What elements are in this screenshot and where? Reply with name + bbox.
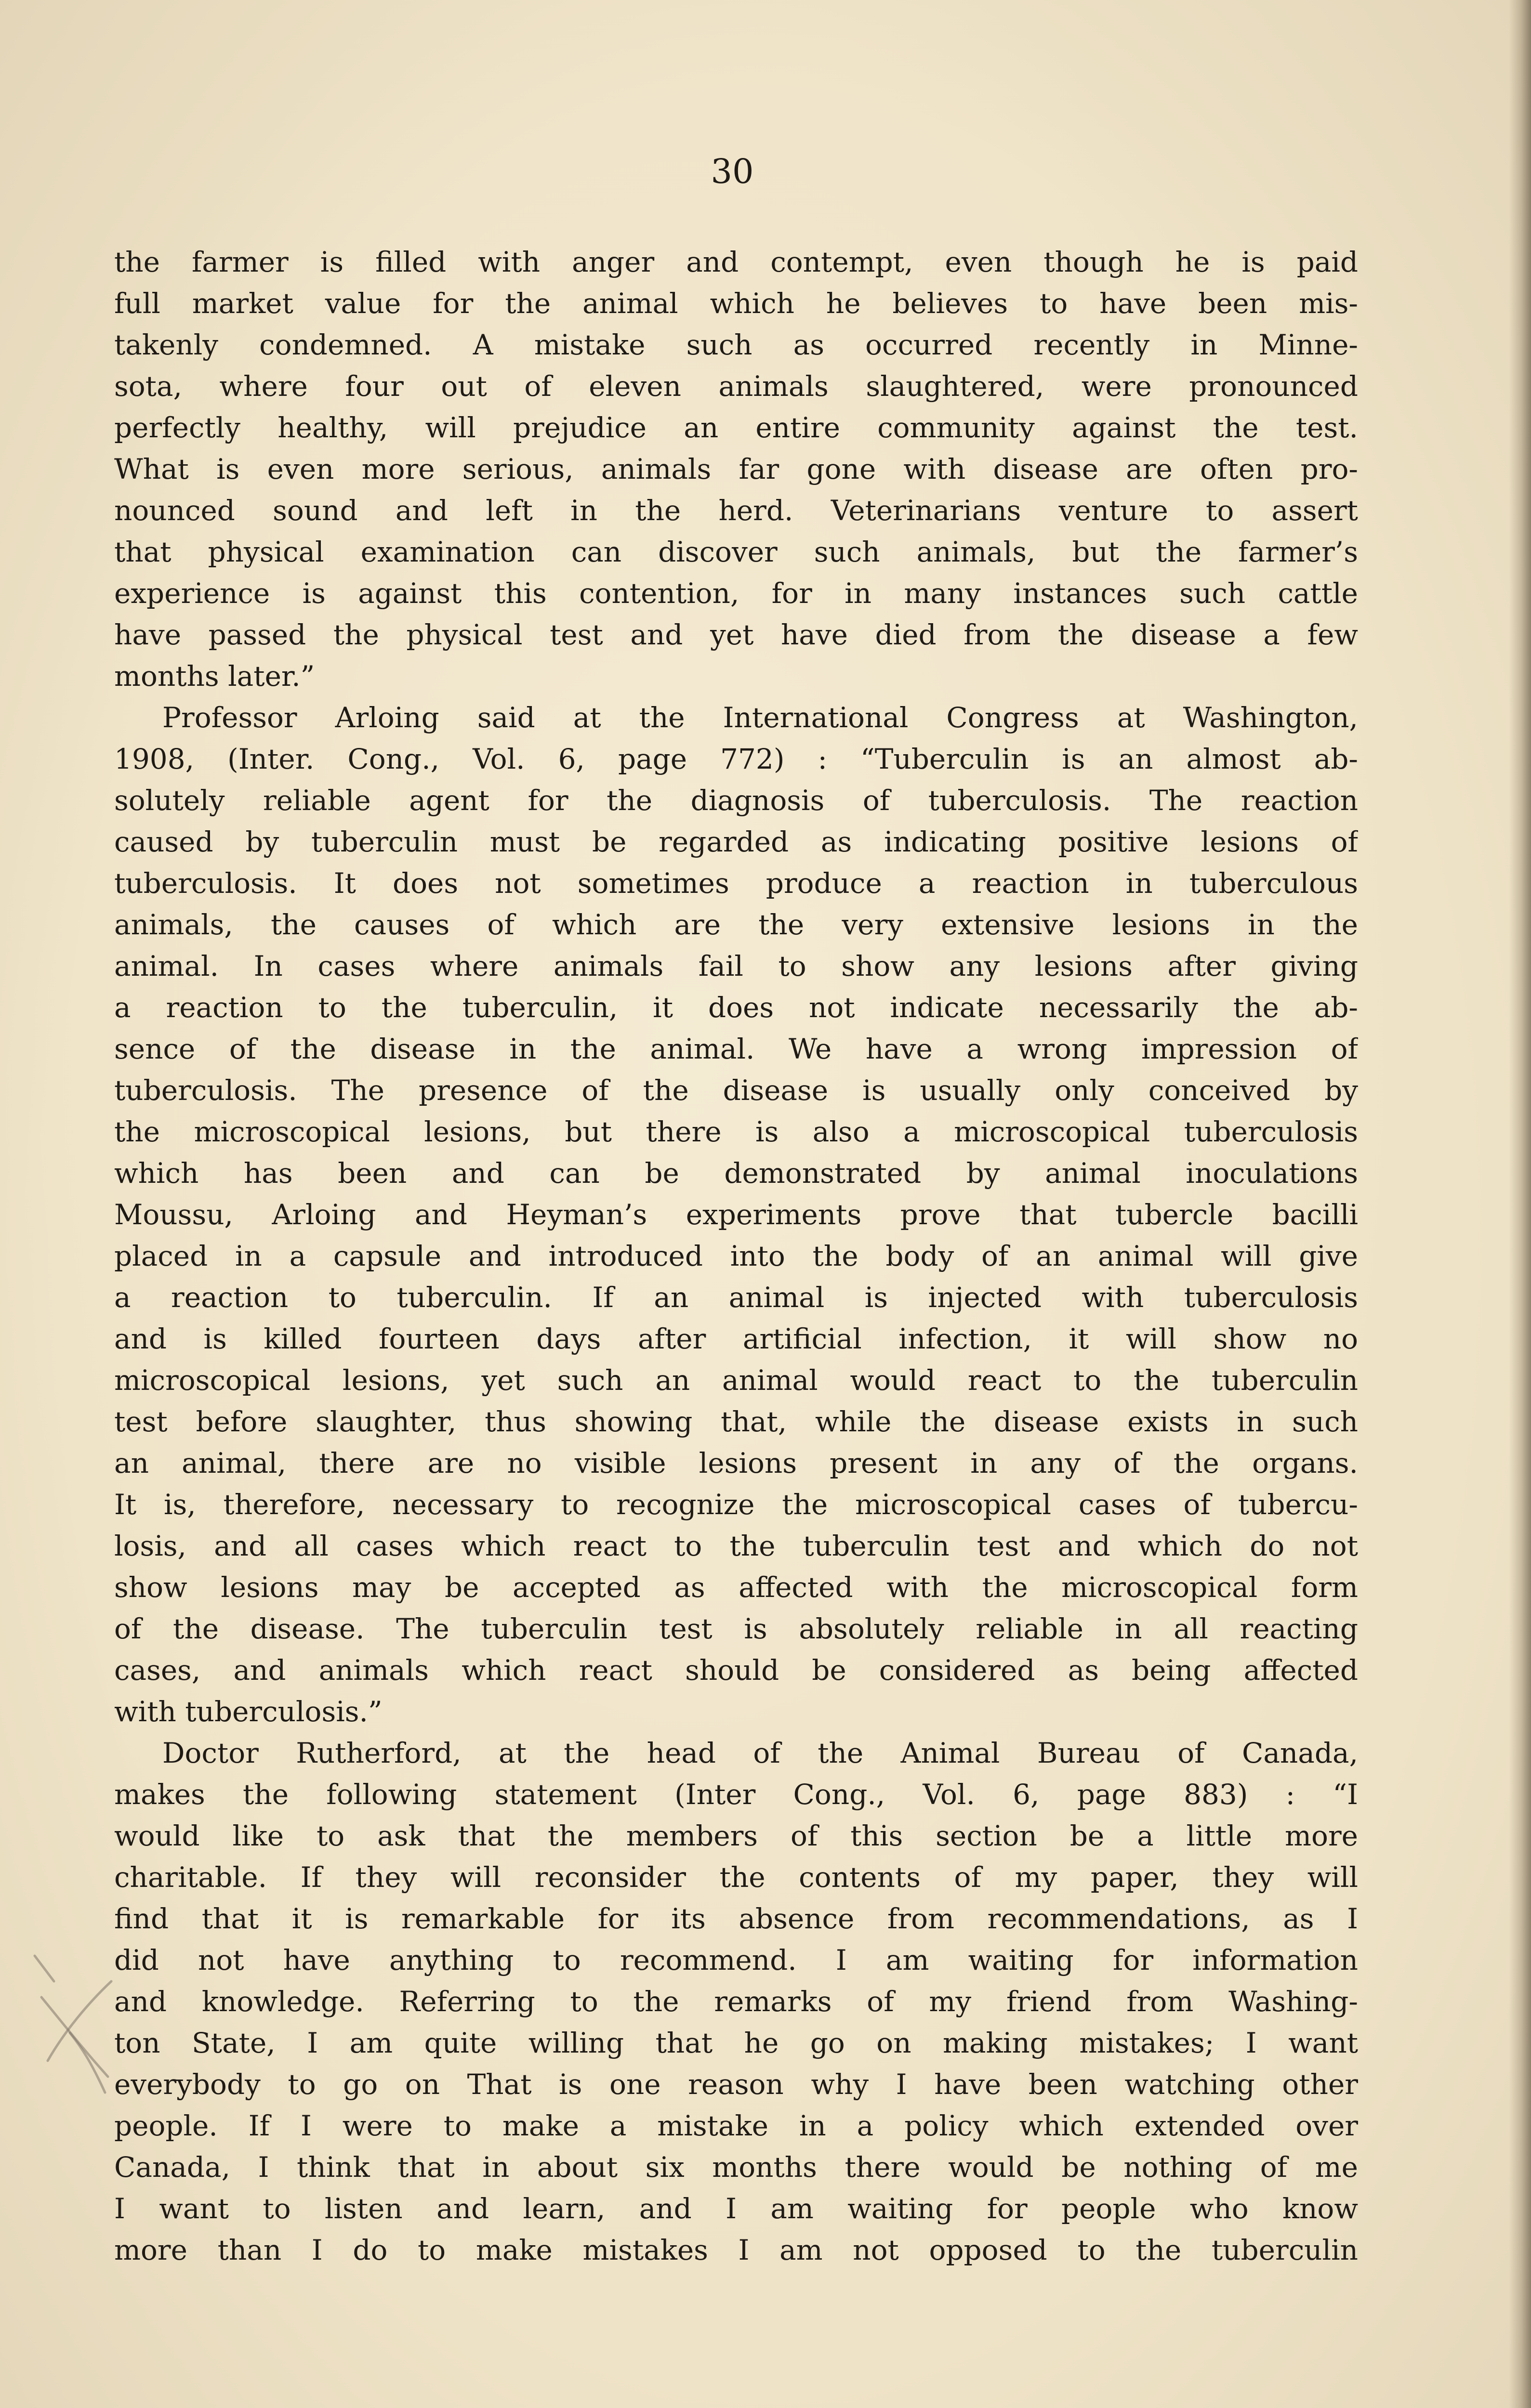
paragraph-3 (114, 1732, 1358, 2271)
text-line: more than I do to make mistakes I am not opposed to the tuberculin (114, 2234, 1358, 2266)
text-line: an animal, there are no visible lesions present in any of the organs. (114, 1447, 1358, 1479)
text-line: months later.” (114, 660, 315, 693)
text-line: It is, therefore, necessary to recognize the microscopical cases of tubercu- (114, 1488, 1358, 1521)
pencil-stroke (70, 2033, 105, 2093)
text-line: takenly condemned. A mistake such as occurred recently in Minne- (114, 328, 1358, 361)
text-line: show lesions may be accepted as affected with the microscopical form (114, 1571, 1358, 1604)
text-line: 1908, (Inter. Cong., Vol. 6, page 772) : “Tuberculin is an almost ab- (114, 743, 1358, 775)
text-line: sota, where four out of eleven animals slaughtered, were pronounced (114, 370, 1358, 403)
text-line: of the disease. The tuberculin test is absolutely reliable in all reacting (114, 1612, 1358, 1645)
pencil-stroke (48, 1981, 111, 2061)
text-line: caused by tuberculin must be regarded as indicating positive lesions of (114, 825, 1358, 858)
text-line: charitable. If they will reconsider the contents of my paper, they will (114, 1861, 1358, 1894)
pencil-x-mark-icon (29, 1946, 125, 2105)
text-line: tuberculosis. It does not sometimes produce a reaction in tuberculous (114, 867, 1358, 900)
text-line: and is killed fourteen days after artificial infection, it will show no (114, 1322, 1358, 1355)
text-line: find that it is remarkable for its absence from recommendations, as I (114, 1902, 1358, 1935)
text-line: with tuberculosis.” (114, 1695, 383, 1728)
text-line: Canada, I think that in about six months there would be nothing of me (114, 2151, 1358, 2184)
text-line: a reaction to the tuberculin, it does not indicate necessarily the ab- (114, 991, 1358, 1024)
pencil-stroke (35, 1956, 54, 1981)
page-edge-shadow (1509, 0, 1531, 2408)
body-text (114, 241, 1358, 2271)
text-line: have passed the physical test and yet have died from the disease a few (114, 618, 1358, 651)
text-line: test before slaughter, thus showing that, while the disease exists in such (114, 1405, 1358, 1438)
text-line: which has been and can be demonstrated by animal inoculations (114, 1157, 1358, 1190)
text-line: ton State, I am quite willing that he go on making mistakes; I want (114, 2027, 1358, 2059)
text-line: a reaction to tuberculin. If an animal is injected with tuberculosis (114, 1281, 1358, 1314)
text-line: and knowledge. Referring to the remarks of my friend from Washing- (114, 1985, 1358, 2018)
text-line: cases, and animals which react should be considered as being affected (114, 1654, 1358, 1687)
text-line: did not have anything to recommend. I am waiting for information (114, 1944, 1358, 1976)
text-line: experience is against this contention, for in many instances such cattle (114, 577, 1358, 610)
pencil-stroke (41, 1997, 108, 2077)
text-line: the farmer is filled with anger and contempt, even though he is paid (114, 246, 1358, 278)
text-line: Doctor Rutherford, at the head of the Animal Bureau of Canada, (162, 1737, 1358, 1769)
text-line: placed in a capsule and introduced into the body of an animal will give (114, 1240, 1358, 1272)
text-line: Moussu, Arloing and Heyman’s experiments prove that tubercle bacilli (114, 1198, 1358, 1231)
text-line: nounced sound and left in the herd. Veterinarians venture to assert (114, 494, 1358, 527)
text-line: everybody to go on That is one reason why I have been watching other (114, 2068, 1358, 2101)
page-number: 30 (711, 152, 754, 191)
text-line: sence of the disease in the animal. We have a wrong impression of (114, 1033, 1358, 1065)
text-line: perfectly healthy, will prejudice an entire community against the test. (114, 411, 1358, 444)
text-line: What is even more serious, animals far gone with disease are often pro- (114, 453, 1358, 485)
text-line: people. If I were to make a mistake in a policy which extended over (114, 2109, 1358, 2142)
text-line: would like to ask that the members of this section be a little more (114, 1819, 1358, 1852)
text-line: losis, and all cases which react to the tuberculin test and which do not (114, 1530, 1358, 1562)
text-line: solutely reliable agent for the diagnosis of tuberculosis. The reaction (114, 784, 1358, 817)
text-line: animals, the causes of which are the very extensive lesions in the (114, 908, 1358, 941)
text-line: full market value for the animal which he believes to have been mis- (114, 287, 1358, 320)
text-line: the microscopical lesions, but there is also a microscopical tuberculosis (114, 1115, 1358, 1148)
text-line: makes the following statement (Inter Cong., Vol. 6, page 883) : “I (114, 1778, 1358, 1811)
text-line: I want to listen and learn, and I am waiting for people who know (114, 2192, 1358, 2225)
paragraph-2 (114, 697, 1358, 1732)
text-line: that physical examination can discover such animals, but the farmer’s (114, 536, 1358, 568)
text-line: microscopical lesions, yet such an animal would react to the tuberculin (114, 1364, 1358, 1397)
text-line: tuberculosis. The presence of the disease is usually only conceived by (114, 1074, 1358, 1107)
text-line: animal. In cases where animals fail to show any lesions after giving (114, 950, 1358, 982)
paragraph-1 (114, 241, 1358, 697)
text-line: Professor Arloing said at the International Congress at Washington, (162, 701, 1358, 734)
